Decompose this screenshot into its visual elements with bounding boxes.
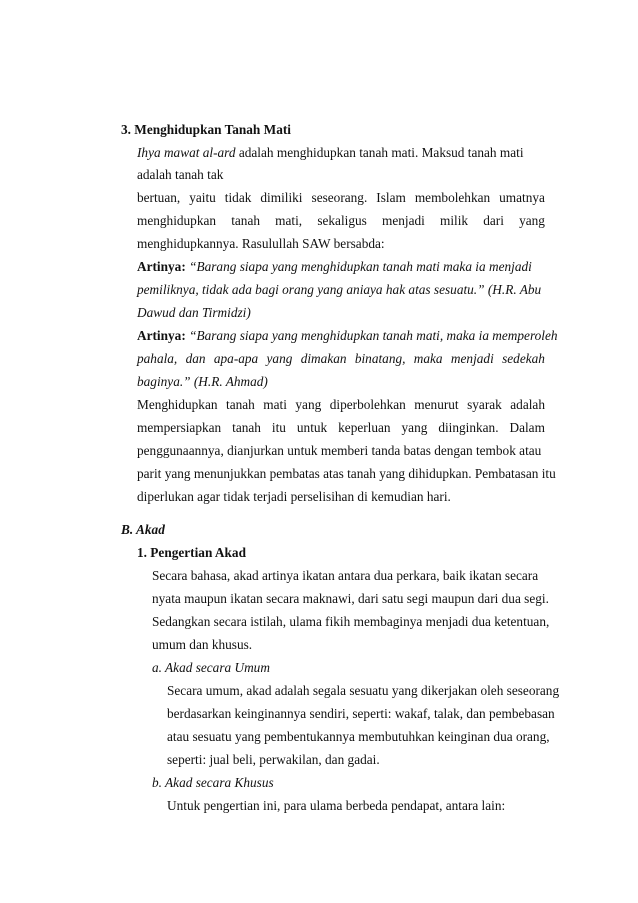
word: membolehkan [414, 190, 491, 205]
word: dimiliki [260, 190, 303, 205]
section-heading: B. Akad [121, 522, 165, 537]
paragraph-line: umum dan khusus. [152, 637, 253, 652]
paragraph-line: Sedangkan secara istilah, ulama fikih membaginya menjadi dua ketentuan, [152, 614, 550, 629]
word: diinginkan. [438, 420, 499, 435]
word: binatang, [354, 351, 406, 366]
paragraph-line-justified [137, 212, 545, 230]
quote-text: “Barang siapa yang menghidupkan tanah mati maka ia menjadi [189, 259, 532, 274]
quote-line: pemiliknya, tidak ada bagi orang yang aniaya hak atas sesuatu.” (H.R. Abu [137, 282, 542, 297]
word: maka [413, 351, 443, 366]
word: yaitu [189, 190, 216, 205]
artinya-label: Artinya: [137, 328, 186, 343]
word: yang [401, 420, 428, 435]
word: Islam [376, 190, 406, 205]
paragraph-line: diperlukan agar tidak terjadi perselisihan di kemudian hari. [137, 489, 451, 504]
word: mati [263, 397, 287, 412]
quote-line-justified [137, 350, 545, 368]
paragraph-line: berdasarkan keinginannya sendiri, seperti: wakaf, talak, dan pembebasan [167, 706, 555, 721]
word: umatnya [499, 190, 545, 205]
paragraph-line-justified [137, 419, 545, 437]
word: sedekah [502, 351, 545, 366]
paragraph-line: adalah tanah tak [137, 167, 224, 182]
word: dari [483, 213, 504, 228]
paragraph-line-justified [137, 189, 545, 207]
paragraph-line: Untuk pengertian ini, para ulama berbeda pendapat, antara lain: [167, 798, 506, 813]
word: Dalam [509, 420, 545, 435]
word: milik [440, 213, 469, 228]
word: tanah [232, 420, 261, 435]
paragraph-line: Secara umum, akad adalah segala sesuatu yang dikerjakan oleh seseorang [167, 683, 560, 698]
paragraph-line: menghidupkannya. Rasulullah SAW bersabda: [137, 236, 385, 251]
quote-line [137, 327, 558, 345]
word: menjadi [381, 213, 425, 228]
paragraph-line: parit yang menunjukkan pembatas atas tanah yang dihidupkan. Pembatasan itu [137, 466, 556, 481]
word: syarak [467, 397, 502, 412]
word: keperluan [338, 420, 391, 435]
word: dan [185, 351, 206, 366]
word: sekaligus [317, 213, 367, 228]
paragraph-line [137, 144, 545, 162]
paragraph-line: atau sesuatu yang pembentukannya membutuhkan keinginan dua orang, [167, 729, 550, 744]
artinya-label: Artinya: [137, 259, 186, 274]
word: mati, [275, 213, 303, 228]
word: seseorang. [311, 190, 368, 205]
paragraph-line: penggunaannya, dianjurkan untuk memberi tanda batas dengan tembok atau [137, 443, 542, 458]
word: itu [271, 420, 286, 435]
word: diperbolehkan [329, 397, 406, 412]
text-span: adalah menghidupkan tanah mati. Maksud tanah mati [238, 145, 524, 160]
word: Menghidupkan [137, 397, 218, 412]
subsubsection-heading: a. Akad secara Umum [152, 660, 270, 675]
subsection-heading: 1. Pengertian Akad [137, 545, 246, 560]
quote-line: baginya.” (H.R. Ahmad) [137, 374, 268, 389]
word: adalah [510, 397, 545, 412]
word: bertuan, [137, 190, 181, 205]
word: tidak [224, 190, 252, 205]
paragraph-line: Secara bahasa, akad artinya ikatan antara dua perkara, baik ikatan secara [152, 568, 539, 583]
word: menurut [414, 397, 459, 412]
word: mempersiapkan [137, 420, 222, 435]
quote-text: “Barang siapa yang menghidupkan tanah mati, maka ia memperoleh [189, 328, 558, 343]
word: yang [266, 351, 293, 366]
word: yang [519, 213, 545, 228]
word: untuk [296, 420, 328, 435]
word: apa-apa [213, 351, 259, 366]
subsubsection-heading: b. Akad secara Khusus [152, 775, 274, 790]
section-heading: 3. Menghidupkan Tanah Mati [121, 122, 291, 137]
word: menjadi [450, 351, 494, 366]
word: pahala, [137, 351, 178, 366]
paragraph-line: nyata maupun ikatan secara maknawi, dari satu segi maupun dari dua segi. [152, 591, 549, 606]
paragraph-line: seperti: jual beli, perwakilan, dan gadai. [167, 752, 380, 767]
word: menghidupkan [137, 213, 217, 228]
word: tanah [226, 397, 255, 412]
word: dimakan [300, 351, 347, 366]
word: yang [295, 397, 322, 412]
quote-line [137, 258, 545, 276]
paragraph-line-justified [137, 396, 545, 414]
quote-line: Dawud dan Tirmidzi) [137, 305, 251, 320]
term-italic: Ihya mawat al-ard [137, 145, 236, 160]
word: tanah [231, 213, 260, 228]
